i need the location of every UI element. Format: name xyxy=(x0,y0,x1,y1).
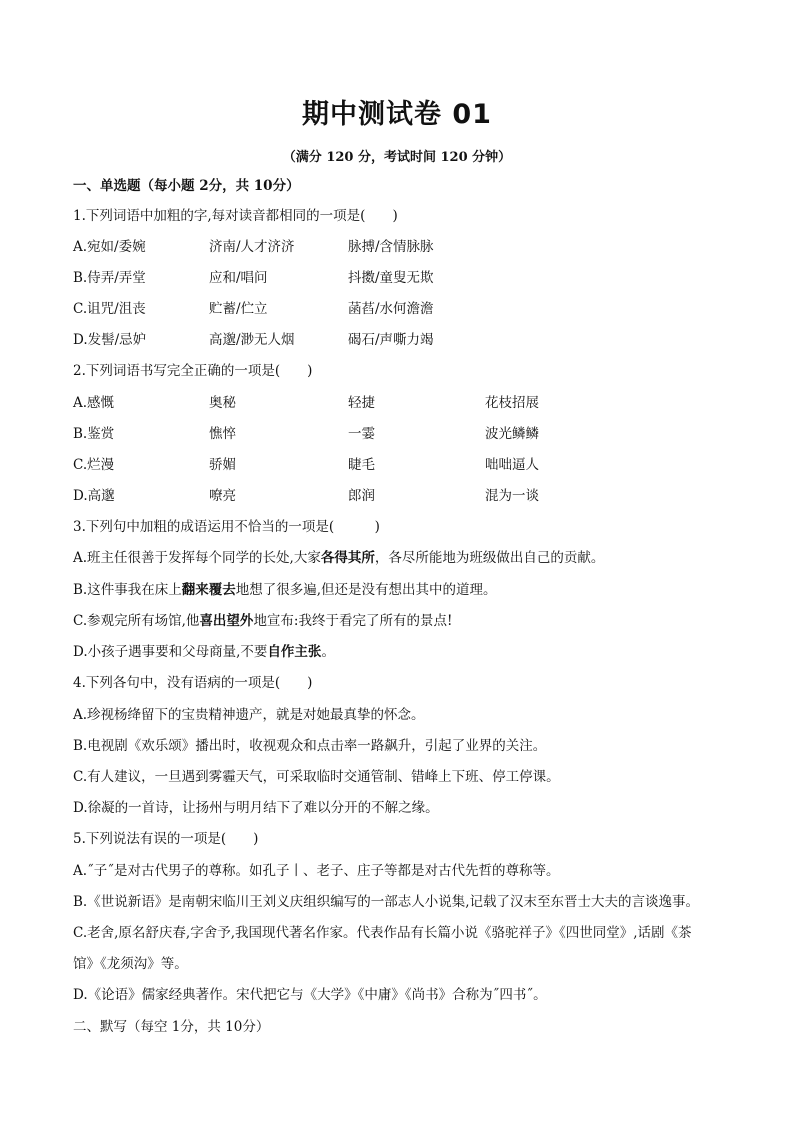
q1-c-word-3: 菡萏/水何澹澹 xyxy=(348,301,434,317)
q1-option-b xyxy=(73,268,773,288)
q2-a-word-4: 花枝招展 xyxy=(485,395,539,411)
q2-option-a xyxy=(73,393,773,413)
q2-d-word-2: 嘹亮 xyxy=(209,488,236,504)
page-title: 期中测试卷 01 xyxy=(302,99,492,130)
q4-option-c: C.有人建议，一旦遇到雾霾天气，可采取临时交通管制、错峰上下班、停工停课。 xyxy=(73,769,560,785)
q1-b-word-3: 抖擞/童叟无欺 xyxy=(348,270,434,286)
q1-d-word-2: 高邈/渺无人烟 xyxy=(209,332,295,348)
q1-option-c xyxy=(73,299,773,319)
q3-option-c xyxy=(73,611,452,631)
section-heading-2: 二、默写（每空 1分，共 10分） xyxy=(73,1019,270,1035)
q3-d-post: 。 xyxy=(321,644,335,660)
q1-b-word-1: B.侍弄/弄堂 xyxy=(73,270,146,286)
question-2-stem: 2.下列词语书写完全正确的一项是( ) xyxy=(73,363,313,379)
question-3-stem: 3.下列句中加粗的成语运用不恰当的一项是( ) xyxy=(73,519,380,535)
q3-a-post: ，各尽所能地为班级做出自己的贡献。 xyxy=(374,550,605,566)
q4-option-b: B.电视剧《欢乐颂》播出时，收视观众和点击率一路飙升，引起了业界的关注。 xyxy=(73,738,547,754)
q1-option-a xyxy=(73,237,773,257)
q2-c-word-3: 睫毛 xyxy=(348,457,375,473)
question-4-stem: 4.下列各句中，没有语病的一项是( ) xyxy=(73,675,313,691)
q2-b-word-1: B.鉴赏 xyxy=(73,426,115,442)
q4-option-a: A.珍视杨绛留下的宝贵精神遗产，就是对她最真挚的怀念。 xyxy=(73,707,425,723)
q5-option-c: C.老舍,原名舒庆春,字舍予,我国现代著名作家。代表作品有长篇小说《骆驼祥子》《四世同堂》,话剧《茶 xyxy=(73,925,692,941)
q2-a-word-3: 轻捷 xyxy=(348,395,375,411)
q5-option-a: A.˝子˝是对古代男子的尊称。如孔子丨、老子、庄子等都是对古代先哲的尊称等。 xyxy=(73,863,560,879)
question-1-stem: 1.下列词语中加粗的字,每对读音都相同的一项是( ) xyxy=(73,208,398,224)
q1-d-word-3: 碣石/声嘶力竭 xyxy=(348,332,434,348)
q2-a-word-2: 奥秘 xyxy=(209,395,236,411)
page-subtitle: （满分 120 分，考试时间 120 分钟） xyxy=(282,150,512,165)
q3-option-b xyxy=(73,580,497,600)
q2-b-word-4: 波光鳞鳞 xyxy=(485,426,539,442)
q2-b-word-2: 憔悴 xyxy=(209,426,236,442)
q4-option-d: D.徐凝的一首诗，让扬州与明月结下了难以分开的不解之缘。 xyxy=(73,800,439,816)
q1-c-word-2: 贮蓄/伫立 xyxy=(209,301,268,317)
q3-option-a xyxy=(73,548,604,568)
q1-a-word-3: 脉搏/含情脉脉 xyxy=(348,239,434,255)
q5-option-c-continued: 馆》《龙须沟》等。 xyxy=(73,956,188,972)
q1-b-word-2: 应和/唱问 xyxy=(209,270,268,286)
q2-option-b xyxy=(73,424,773,444)
q2-d-word-4: 混为一谈 xyxy=(485,488,539,504)
q2-c-word-2: 骄媚 xyxy=(209,457,236,473)
q1-option-d xyxy=(73,330,773,350)
q2-option-c xyxy=(73,455,773,475)
q1-a-word-2: 济南/人才济济 xyxy=(209,239,295,255)
q5-option-b: B.《世说新语》是南朝宋临川王刘义庆组织编写的一部志人小说集,记载了汉末至东晋士大夫的言谈逸事。 xyxy=(73,894,700,910)
q2-a-word-1: A.感慨 xyxy=(73,395,115,411)
q1-d-word-1: D.发髻/忌妒 xyxy=(73,332,147,348)
q2-d-word-1: D.高邈 xyxy=(73,488,115,504)
q3-c-idiom: 喜出望外 xyxy=(199,613,254,629)
q2-c-word-4: 咄咄逼人 xyxy=(485,457,539,473)
q2-option-d xyxy=(73,486,773,506)
q5-option-d: D.《论语》儒家经典著作。宋代把它与《大学》《中庸》《尚书》合称为˝四书˝。 xyxy=(73,987,547,1003)
q3-c-pre: C.参观完所有场馆,他 xyxy=(73,613,200,629)
q3-c-post: 地宣布:我终于看完了所有的景点! xyxy=(253,613,453,629)
q3-b-pre: B.这件事我在床上 xyxy=(73,582,182,598)
q3-b-post: 地想了很多遍,但还是没有想出其中的道理。 xyxy=(235,582,497,598)
q1-c-word-1: C.诅咒/沮丧 xyxy=(73,301,146,317)
q3-option-d xyxy=(73,642,335,662)
q1-a-word-1: A.宛如/委婉 xyxy=(73,239,146,255)
q3-a-pre: A.班主任很善于发挥每个同学的长处,大家 xyxy=(73,550,321,566)
q3-a-idiom: 各得其所 xyxy=(320,550,375,566)
q2-c-word-1: C.烂漫 xyxy=(73,457,115,473)
q3-d-pre: D.小孩子遇事要和父母商量,不要 xyxy=(73,644,268,660)
q3-d-idiom: 自作主张 xyxy=(267,644,322,660)
section-heading-1: 一、单选题（每小题 2分，共 10分） xyxy=(73,178,300,194)
q2-d-word-3: 郎润 xyxy=(348,488,375,504)
q2-b-word-3: 一霎 xyxy=(348,426,375,442)
question-5-stem: 5.下列说法有误的一项是( ) xyxy=(73,831,259,847)
q3-b-idiom: 翻来覆去 xyxy=(181,582,236,598)
